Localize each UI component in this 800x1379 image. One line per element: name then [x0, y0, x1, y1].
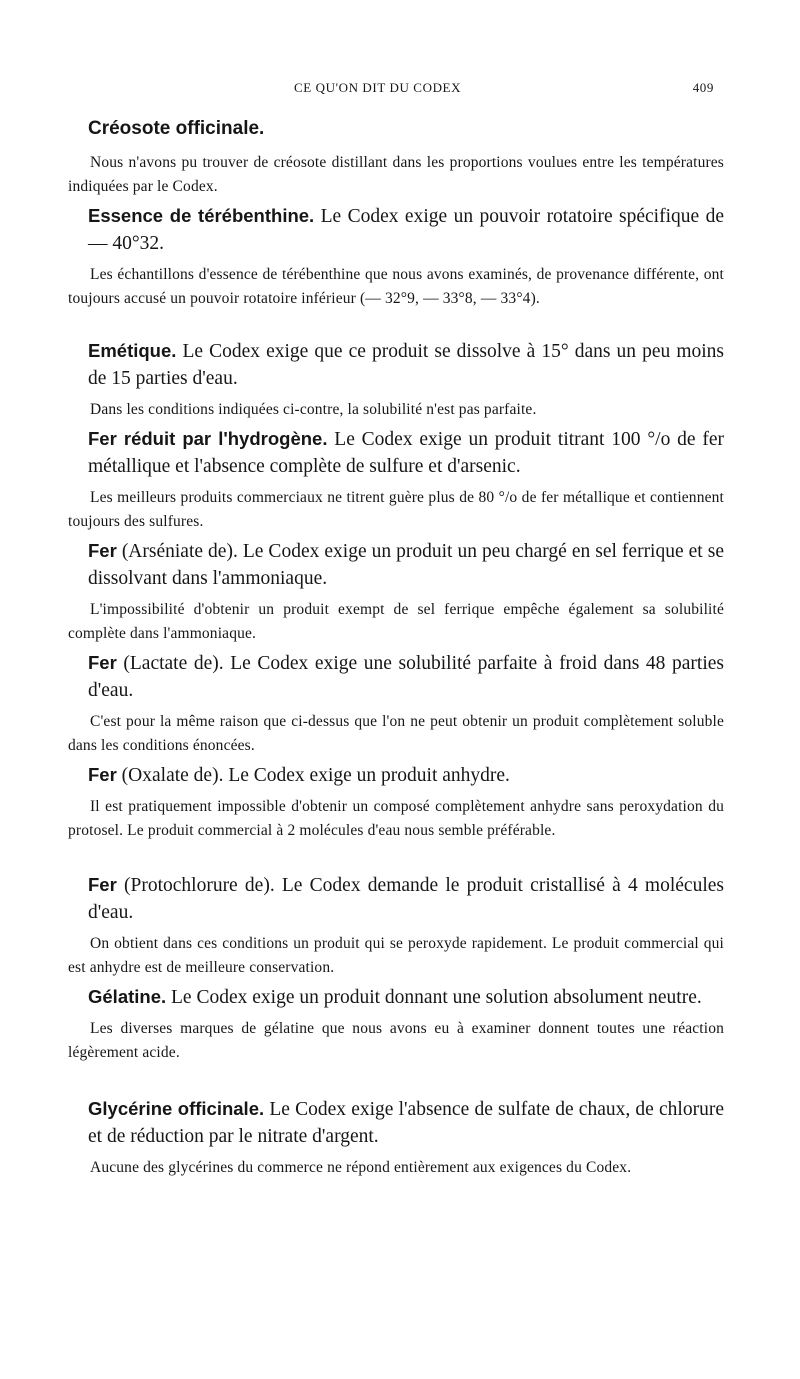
entry-title: Créosote officinale.: [88, 118, 265, 139]
entry-note: Les meilleurs produits commerciaux ne titrent guère plus de 80 °/o de fer métallique et contiennent toujours des sulfures.: [68, 489, 724, 530]
entry-title: Fer: [88, 652, 117, 673]
entry-note: Les diverses marques de gélatine que nous avons eu à examiner donnent toutes une réaction légèrement acide.: [68, 1020, 724, 1061]
entry-note: L'impossibilité d'obtenir un produit exempt de sel ferrique empêche également sa solubilité complète dans l'ammoniaque.: [68, 601, 724, 642]
entry-title: Fer: [88, 874, 117, 895]
entry-title: Fer: [88, 540, 117, 561]
running-title: CE QU'ON DIT DU CODEX: [294, 80, 462, 95]
entry-requirement: Emétique. Le Codex exige que ce produit se dissolve à 15° dans un peu moins de 15 parties d'eau.: [88, 340, 724, 389]
entry-note: On obtient dans ces conditions un produit qui se peroxyde rapidement. Le produit commercial qui est anhydre est de meilleure conservation.: [68, 935, 724, 976]
entry-fer-oxalate: [68, 761, 724, 842]
page-number: 409: [692, 80, 714, 95]
entry-note: Il est pratiquement impossible d'obtenir un composé complètement anhydre sans peroxydation du protosel. Le produit commercial à 2 molécules d'eau nous semble préférable.: [68, 798, 724, 839]
entry-title: Essence de térébenthine.: [88, 205, 315, 226]
entry-emetique: [68, 337, 724, 422]
entry-note: Les échantillons d'essence de térébenthine que nous avons examinés, de provenance différente, ont toujours accusé un pouvoir rotatoire inférieur (— 32°9, — 33°8, — 33°4).: [68, 266, 724, 307]
entry-fer-protochlorure: [68, 871, 724, 979]
entry-title: Fer réduit par l'hydrogène.: [88, 428, 328, 449]
running-header: [68, 80, 724, 100]
entry-requirement: Fer (Protochlorure de). Le Codex demande le produit cristallisé à 4 molécules d'eau.: [88, 874, 724, 923]
entry-note: Aucune des glycérines du commerce ne répond entièrement aux exigences du Codex.: [90, 1159, 632, 1176]
entry-fer-lactate: [68, 649, 724, 757]
entry-title: Gélatine.: [88, 986, 167, 1007]
entry-fer-arseniate: [68, 537, 724, 645]
entry-gelatine: [68, 983, 724, 1064]
entry-requirement: Fer (Lactate de). Le Codex exige une solubilité parfaite à froid dans 48 parties d'eau.: [88, 652, 724, 701]
entry-note: C'est pour la même raison que ci-dessus que l'on ne peut obtenir un produit complètement soluble dans les conditions énoncées.: [68, 713, 724, 754]
entry-glycerine: [68, 1095, 724, 1180]
entry-requirement: Gélatine. Le Codex exige un produit donnant une solution absolument neutre.: [88, 986, 702, 1008]
entry-title: Fer: [88, 764, 117, 785]
entry-requirement: Glycérine officinale. Le Codex exige l'absence de sulfate de chaux, de chlorure et de réduction par le nitrate d'argent.: [88, 1098, 724, 1147]
entry-requirement: Essence de térébenthine. Le Codex exige un pouvoir rotatoire spécifique de — 40°32.: [88, 205, 724, 254]
entry-note: Nous n'avons pu trouver de créosote distillant dans les proportions voulues entre les températures indiquées par le Codex.: [68, 154, 724, 195]
entry-requirement: Fer (Oxalate de). Le Codex exige un produit anhydre.: [88, 764, 510, 786]
entry-requirement: Fer (Arséniate de). Le Codex exige un produit un peu chargé en sel ferrique et se dissolvant dans l'ammoniaque.: [88, 540, 724, 589]
entry-note: Dans les conditions indiquées ci-contre, la solubilité n'est pas parfaite.: [90, 401, 537, 418]
entry-title: Emétique.: [88, 340, 177, 361]
entry-fer-reduit: [68, 425, 724, 533]
entry-essence-terebenthine: [68, 202, 724, 310]
entry-creosote: [68, 115, 724, 198]
entry-requirement: Fer réduit par l'hydrogène. Le Codex exige un produit titrant 100 °/o de fer métallique et l'absence complète de sulfure et d'arsenic.: [88, 428, 724, 477]
entry-title: Glycérine officinale.: [88, 1098, 265, 1119]
